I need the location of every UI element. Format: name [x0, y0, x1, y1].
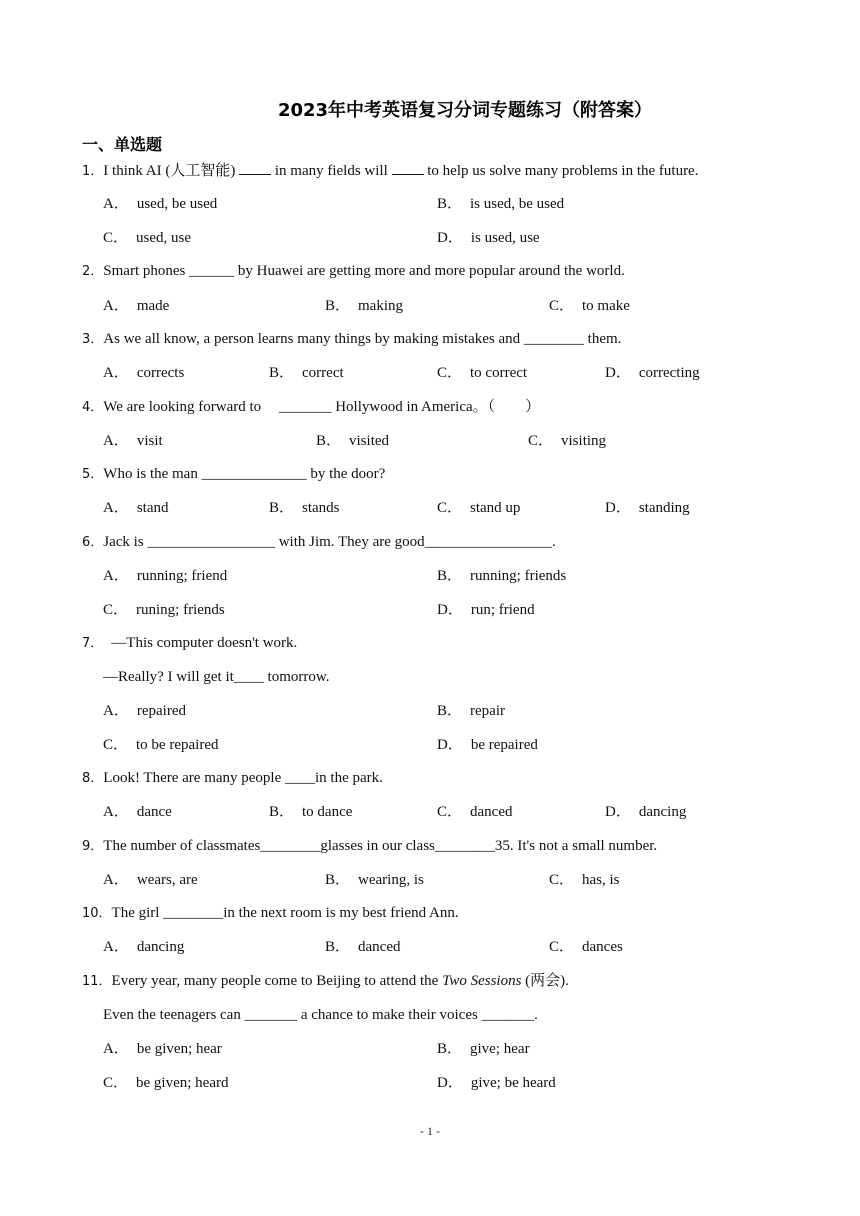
question-5 — [82, 464, 385, 485]
option-b[interactable]: B． stands — [269, 500, 340, 516]
option-c[interactable]: C． to correct — [437, 365, 528, 381]
option-c[interactable]: C． dances — [549, 939, 623, 955]
option-a[interactable]: A． running; friend — [103, 568, 228, 584]
option-a[interactable]: A． made — [103, 298, 170, 314]
question-text: The girl ________in the next room is my best friend Ann. — [111, 905, 459, 921]
question-6 — [82, 532, 556, 553]
question-text: to help us solve many problems in the future. — [427, 163, 699, 179]
question-number: 1． — [82, 164, 104, 179]
question-text: —Really? I will get it____ tomorrow. — [103, 669, 330, 685]
option-a[interactable]: A． stand — [103, 500, 169, 516]
question-number: 11． — [82, 974, 112, 989]
question-4 — [82, 397, 540, 418]
question-11-line-2 — [103, 1005, 538, 1025]
question-text: The number of classmates________glasses in our class________35. It's not a small number. — [103, 838, 658, 854]
question-text: _______ Hollywood in America。（ ） — [278, 399, 541, 415]
option-a[interactable]: A． used, be used — [103, 196, 218, 212]
question-10 — [82, 903, 459, 924]
option-d[interactable]: D． be repaired — [437, 737, 538, 753]
option-c[interactable]: C． stand up — [437, 500, 521, 516]
option-a[interactable]: A． be given; hear — [103, 1041, 222, 1057]
question-2 — [82, 261, 625, 282]
option-b[interactable]: B． is used, be used — [437, 196, 565, 212]
emphasized-text: Two Sessions — [442, 973, 522, 989]
option-d[interactable]: D． standing — [605, 500, 690, 516]
page-number: - 1 - — [420, 1124, 440, 1138]
question-number: 8． — [82, 771, 104, 786]
answer-blank — [392, 160, 424, 175]
question-number: 10． — [82, 906, 112, 921]
question-text: in many fields will — [274, 163, 388, 179]
option-b[interactable]: B． running; friends — [437, 568, 567, 584]
option-a[interactable]: A． repaired — [103, 703, 186, 719]
question-text: —This computer doesn't work. — [111, 635, 298, 651]
question-text: (两会). — [525, 973, 569, 989]
option-c[interactable]: C． has, is — [549, 872, 620, 888]
question-text: I think AI (人工智能) — [103, 163, 236, 179]
option-c[interactable]: C． to make — [549, 298, 630, 314]
question-7-line-2 — [103, 667, 330, 687]
option-b[interactable]: B． danced — [325, 939, 401, 955]
answer-blank — [239, 160, 271, 175]
question-text: Every year, many people come to Beijing to attend the — [111, 973, 439, 989]
option-b[interactable]: B． repair — [437, 703, 505, 719]
option-c[interactable]: C． be given; heard — [103, 1075, 229, 1091]
question-11 — [82, 971, 569, 992]
option-c[interactable]: C． visiting — [528, 433, 607, 449]
section-heading: 一、单选题 — [82, 135, 163, 154]
option-b[interactable]: B． making — [325, 298, 404, 314]
question-number: 3． — [82, 332, 104, 347]
question-text: Even the teenagers can _______ a chance to make their voices _______. — [103, 1007, 538, 1023]
option-c[interactable]: C． danced — [437, 804, 513, 820]
option-b[interactable]: B． correct — [269, 365, 344, 381]
question-text: Who is the man ______________ by the door? — [103, 466, 386, 482]
option-a[interactable]: A． dance — [103, 804, 172, 820]
question-3 — [82, 329, 621, 350]
option-b[interactable]: B． to dance — [269, 804, 353, 820]
option-b[interactable]: B． wearing, is — [325, 872, 424, 888]
question-text: As we all know, a person learns many things by making mistakes and ________ them. — [103, 331, 622, 347]
option-a[interactable]: A． corrects — [103, 365, 185, 381]
option-c[interactable]: C． runing; friends — [103, 602, 225, 618]
page-title: 2023年中考英语复习分词专题练习（附答案） — [277, 100, 653, 121]
option-a[interactable]: A． dancing — [103, 939, 185, 955]
question-9 — [82, 836, 657, 857]
option-d[interactable]: D． dancing — [605, 804, 687, 820]
question-1 — [82, 160, 698, 182]
option-c[interactable]: C． used, use — [103, 230, 192, 246]
question-text: Look! There are many people ____in the park. — [103, 770, 383, 786]
option-c[interactable]: C． to be repaired — [103, 737, 219, 753]
question-number: 9． — [82, 839, 104, 854]
question-7 — [82, 633, 297, 654]
option-a[interactable]: A． wears, are — [103, 872, 198, 888]
option-d[interactable]: D． run; friend — [437, 602, 535, 618]
question-number: 2． — [82, 264, 104, 279]
option-d[interactable]: D． is used, use — [437, 230, 540, 246]
question-text: Jack is _________________ with Jim. They are good_________________. — [103, 534, 556, 550]
question-number: 6． — [82, 535, 104, 550]
question-text: Smart phones ______ by Huawei are getting more and more popular around the world. — [103, 263, 625, 279]
question-number: 7． — [82, 636, 104, 651]
question-number: 4． — [82, 400, 104, 415]
option-b[interactable]: B． visited — [316, 433, 390, 449]
question-text: We are looking forward to — [103, 399, 262, 415]
option-d[interactable]: D． correcting — [605, 365, 700, 381]
option-a[interactable]: A． visit — [103, 433, 163, 449]
option-b[interactable]: B． give; hear — [437, 1041, 530, 1057]
option-d[interactable]: D． give; be heard — [437, 1075, 556, 1091]
question-8 — [82, 768, 383, 789]
question-number: 5． — [82, 467, 104, 482]
